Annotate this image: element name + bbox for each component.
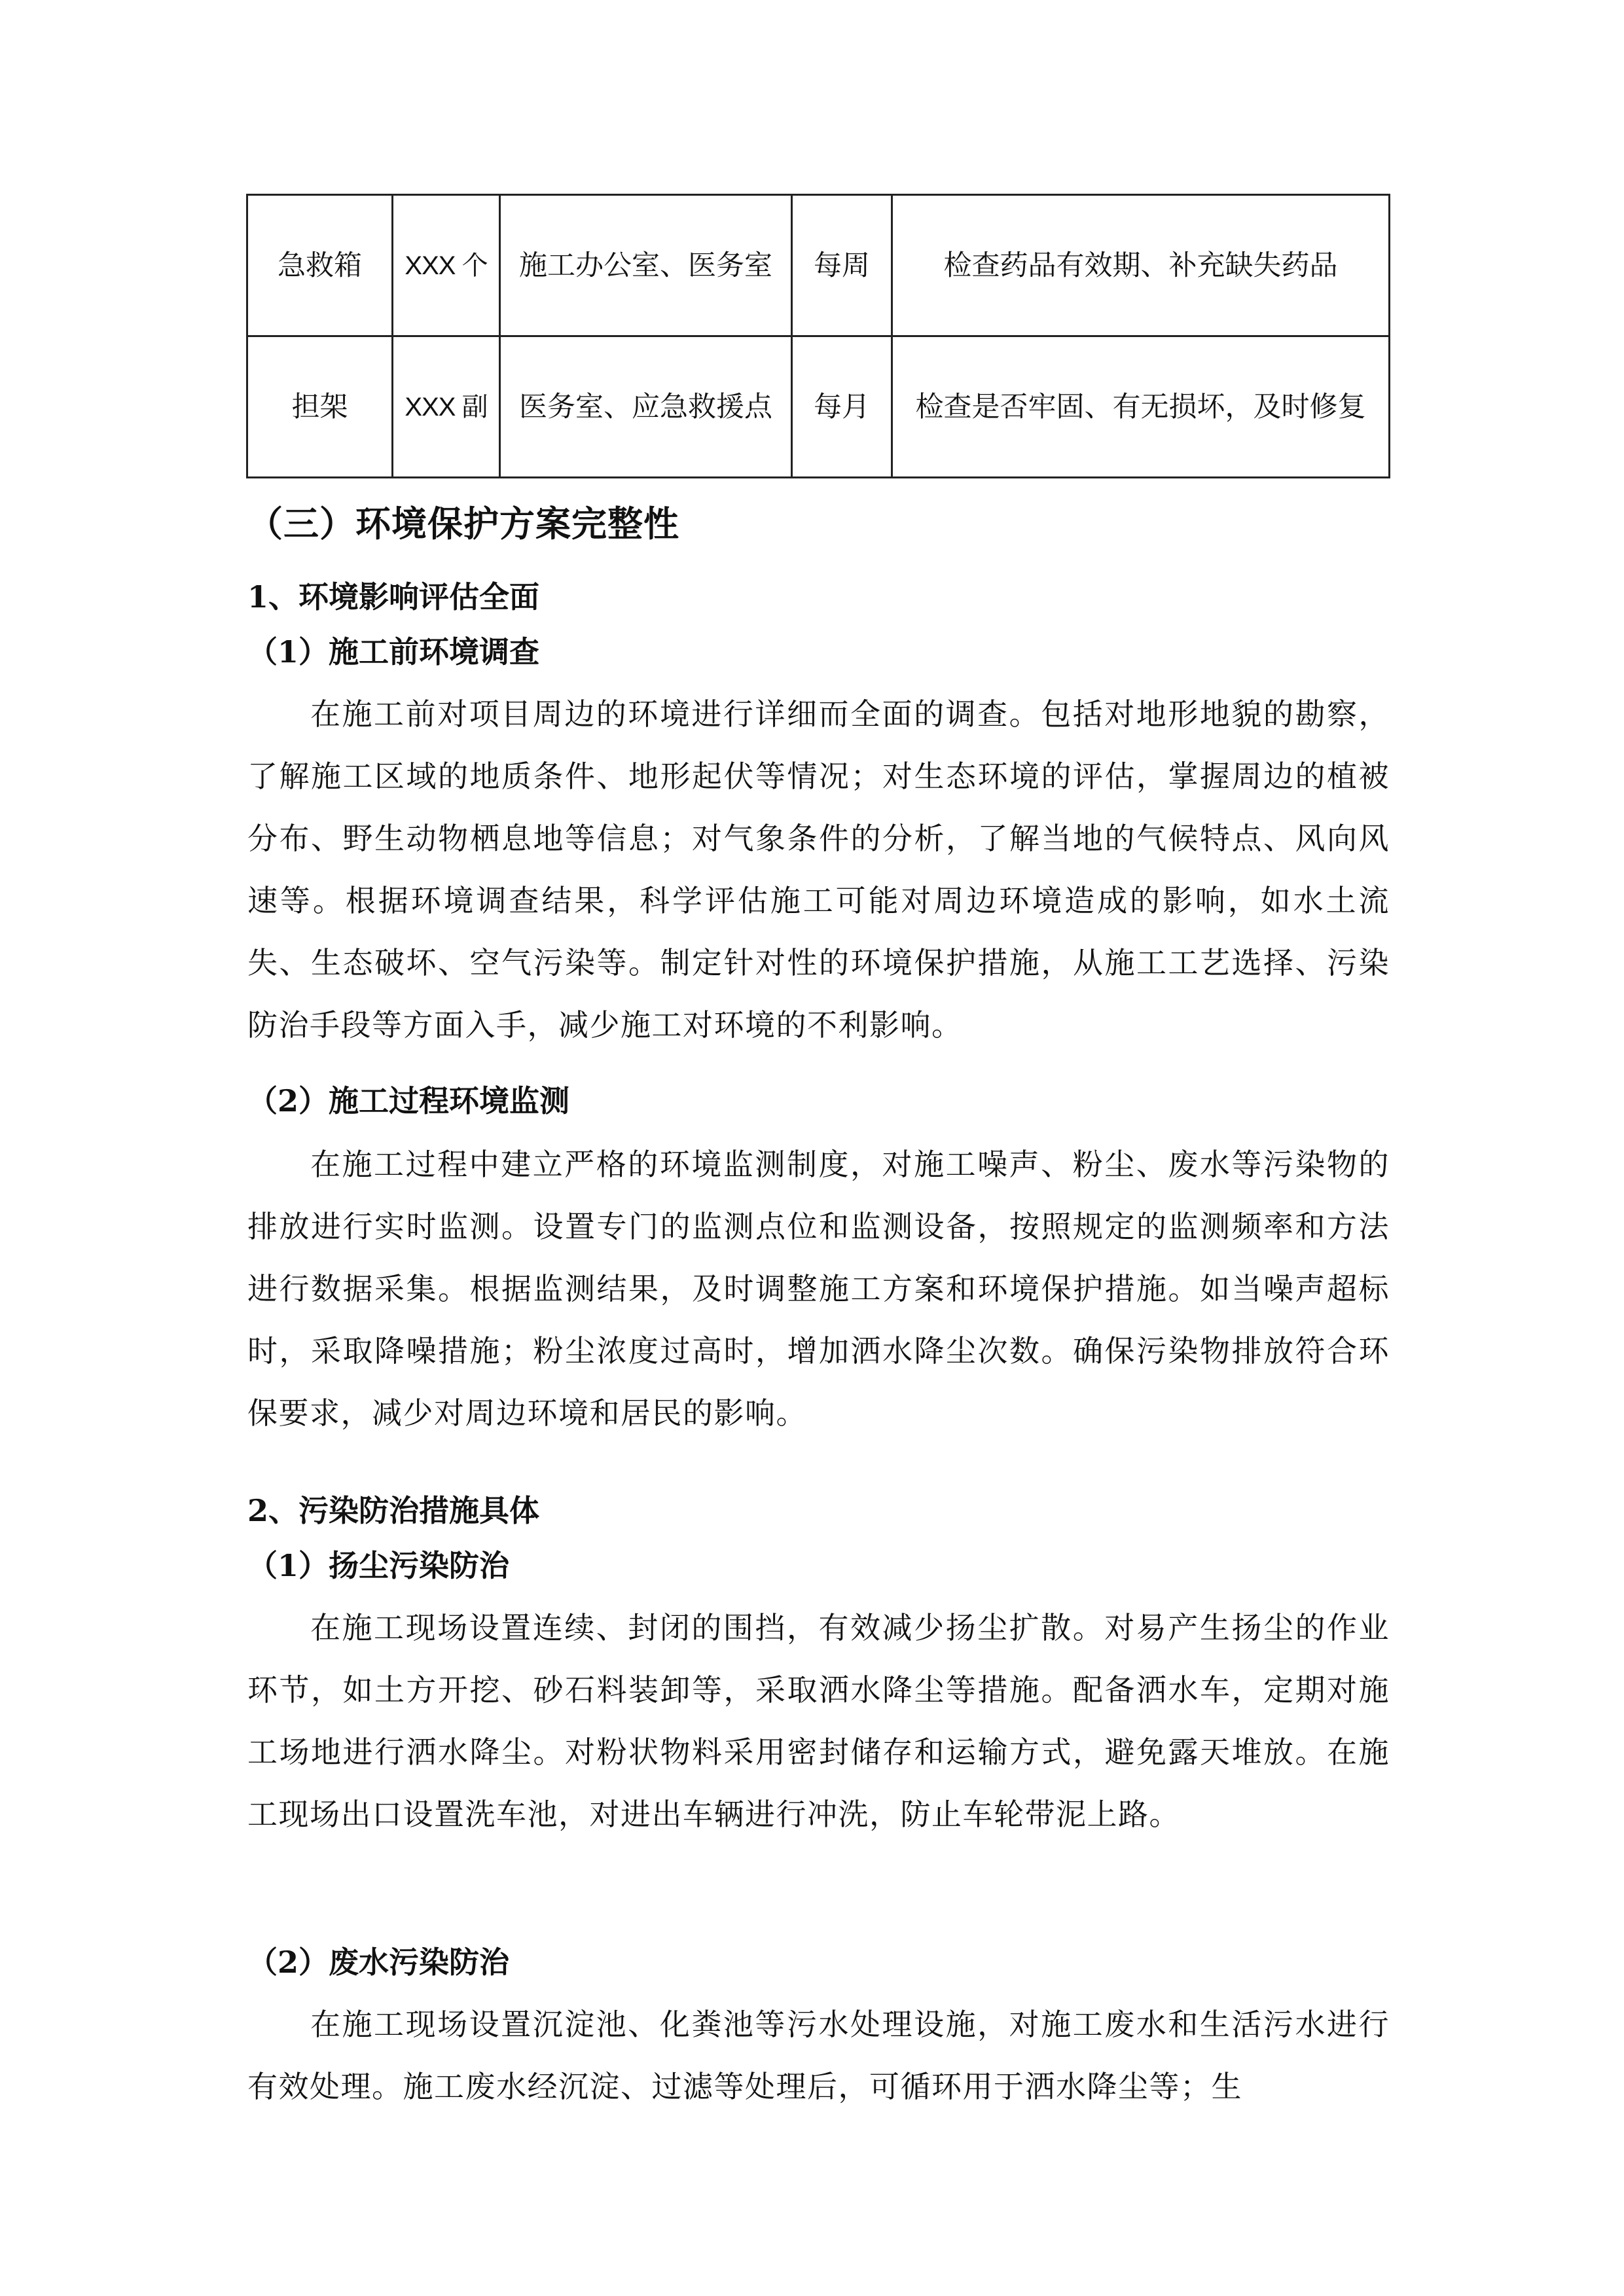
inspection-content-cell: 检查是否牢固、有无损坏，及时修复 [892, 336, 1390, 478]
equipment-name-cell: 急救箱 [247, 195, 393, 336]
item-heading: （1）施工前环境调查 [247, 634, 540, 670]
paragraph: 在施工前对项目周边的环境进行详细而全面的调查。包括对地形地貌的勘察，了解施工区域的地质条件、地形起伏等情况；对生态环境的评估，掌握周边的植被分布、野生动物栖息地等信息；对气象条件的分析，了解当地的气候特点、风向风速等。根据环境调查结果，科学评估施工可能对周边环境造成的影响，如水土流失、生态破坏、空气污染等。制定针对性的环境保护措施，从施工工艺选择、污染防治手段等方面入手，减少施工对环境的不利影响。 [247, 696, 1390, 1043]
table-row [247, 195, 1390, 336]
inspection-frequency-cell: 每月 [792, 336, 892, 478]
inspection-frequency-cell: 每周 [792, 195, 892, 336]
paragraph: 在施工现场设置沉淀池、化粪池等污水处理设施，对施工废水和生活污水进行有效处理。施工废水经沉淀、过滤等处理后，可循环用于洒水降尘等；生 [247, 2007, 1390, 2104]
equipment-name-cell: 担架 [247, 336, 393, 478]
item-heading: （2）施工过程环境监测 [247, 1083, 570, 1119]
paragraph: 在施工过程中建立严格的环境监测制度，对施工噪声、粉尘、废水等污染物的排放进行实时监测。设置专门的监测点位和监测设备，按照规定的监测频率和方法进行数据采集。根据监测结果，及时调整施工方案和环境保护措施。如当噪声超标时，采取降噪措施；粉尘浓度过高时，增加洒水降尘次数。确保污染物排放符合环保要求，减少对周边环境和居民的影响。 [247, 1147, 1390, 1431]
subsection-heading: 2、污染防治措施具体 [247, 1493, 540, 1528]
equipment-location-cell: 医务室、应急救援点 [500, 336, 792, 478]
equipment-quantity-cell: XXX 副 [393, 336, 500, 478]
item-heading: （1）扬尘污染防治 [247, 1548, 510, 1583]
equipment-table [246, 194, 1390, 478]
item-heading: （2）废水污染防治 [247, 1945, 510, 1980]
subsection-heading: 1、环境影响评估全面 [247, 579, 540, 615]
table-row [247, 336, 1390, 478]
section-heading: （三）环境保护方案完整性 [247, 503, 679, 545]
equipment-location-cell: 施工办公室、医务室 [500, 195, 792, 336]
inspection-content-cell: 检查药品有效期、补充缺失药品 [892, 195, 1390, 336]
paragraph: 在施工现场设置连续、封闭的围挡，有效减少扬尘扩散。对易产生扬尘的作业环节，如土方开挖、砂石料装卸等，采取洒水降尘等措施。配备洒水车，定期对施工场地进行洒水降尘。对粉状物料采用密封储存和运输方式，避免露天堆放。在施工现场出口设置洗车池，对进出车辆进行冲洗，防止车轮带泥上路。 [247, 1610, 1390, 1832]
equipment-quantity-cell: XXX 个 [393, 195, 500, 336]
